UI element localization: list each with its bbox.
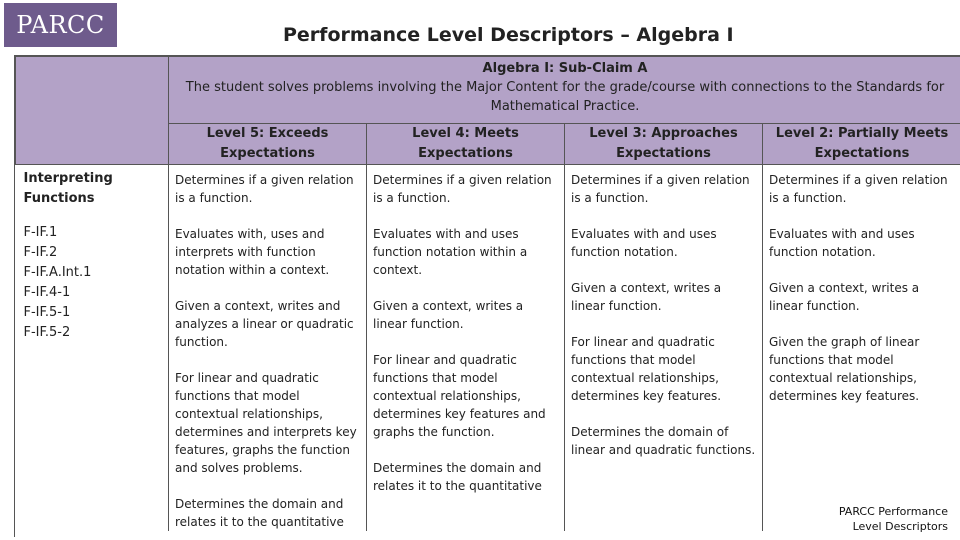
sub-claim-header [169, 57, 960, 124]
descriptor: Determines the domain and relates it to the quantitative [175, 497, 344, 529]
level-2-header: Level 2: Partially Meets Expectations [763, 124, 960, 165]
level-5-descriptors [169, 165, 367, 532]
level-4-header: Level 4: Meets Expectations [367, 124, 565, 165]
header-blank-cell [16, 57, 169, 165]
level-5-header: Level 5: Exceeds Expectations [169, 124, 367, 165]
descriptor: Evaluates with, uses and interprets with function notation within a context. [175, 227, 330, 277]
descriptor-table [14, 55, 960, 537]
standard-code: F-IF.A.Int.1 [23, 265, 92, 280]
standard-code: F-IF.2 [23, 245, 58, 260]
descriptor: Given a context, writes a linear function. [571, 281, 722, 313]
descriptor: Determines the domain of linear and quadratic functions. [571, 425, 756, 457]
descriptor: For linear and quadratic functions that model contextual relationships, determines key features. [571, 335, 722, 403]
descriptor: Given a context, writes a linear function. [769, 281, 920, 313]
sub-claim-description: The student solves problems involving the Major Content for the grade/course with connections to the Standards for Mathematical Practice. [185, 80, 945, 114]
parcc-logo: PARCC [4, 3, 117, 47]
page-title: Performance Level Descriptors – Algebra I [283, 24, 734, 46]
sub-claim-title: Algebra I: Sub-Claim A [482, 61, 648, 76]
standard-code: F-IF.5-2 [23, 325, 71, 340]
descriptor: Determines if a given relation is a function. [373, 173, 552, 205]
level-3-descriptors [565, 165, 763, 532]
descriptor: Given a context, writes and analyzes a linear or quadratic function. [175, 299, 354, 349]
standard-code: F-IF.5-1 [23, 305, 71, 320]
standards-heading: Interpreting Functions [23, 171, 113, 206]
descriptor: Determines if a given relation is a function. [571, 173, 750, 205]
descriptor: Determines if a given relation is a function. [175, 173, 354, 205]
level-4-descriptors [367, 165, 565, 532]
footer-note: PARCC Performance Level Descriptors [820, 504, 948, 534]
descriptor: Evaluates with and uses function notation within a context. [373, 227, 528, 277]
standards-cell [16, 165, 169, 532]
level-2-descriptors [763, 165, 960, 532]
descriptor: Evaluates with and uses function notation. [769, 227, 915, 259]
descriptor: Evaluates with and uses function notation. [571, 227, 717, 259]
descriptor: For linear and quadratic functions that model contextual relationships, determines and interprets key features, graphs the function and solves problems. [175, 371, 357, 475]
descriptor: Determines the domain and relates it to the quantitative [373, 461, 542, 493]
standard-code: F-IF.4-1 [23, 285, 71, 300]
descriptor: Determines if a given relation is a function. [769, 173, 948, 205]
descriptor: Given a context, writes a linear function. [373, 299, 524, 331]
standard-code: F-IF.1 [23, 225, 58, 240]
descriptor: Given the graph of linear functions that model contextual relationships, determines key features. [769, 335, 920, 403]
descriptor: For linear and quadratic functions that model contextual relationships, determines key features and graphs the function. [373, 353, 546, 439]
level-3-header: Level 3: Approaches Expectations [565, 124, 763, 165]
